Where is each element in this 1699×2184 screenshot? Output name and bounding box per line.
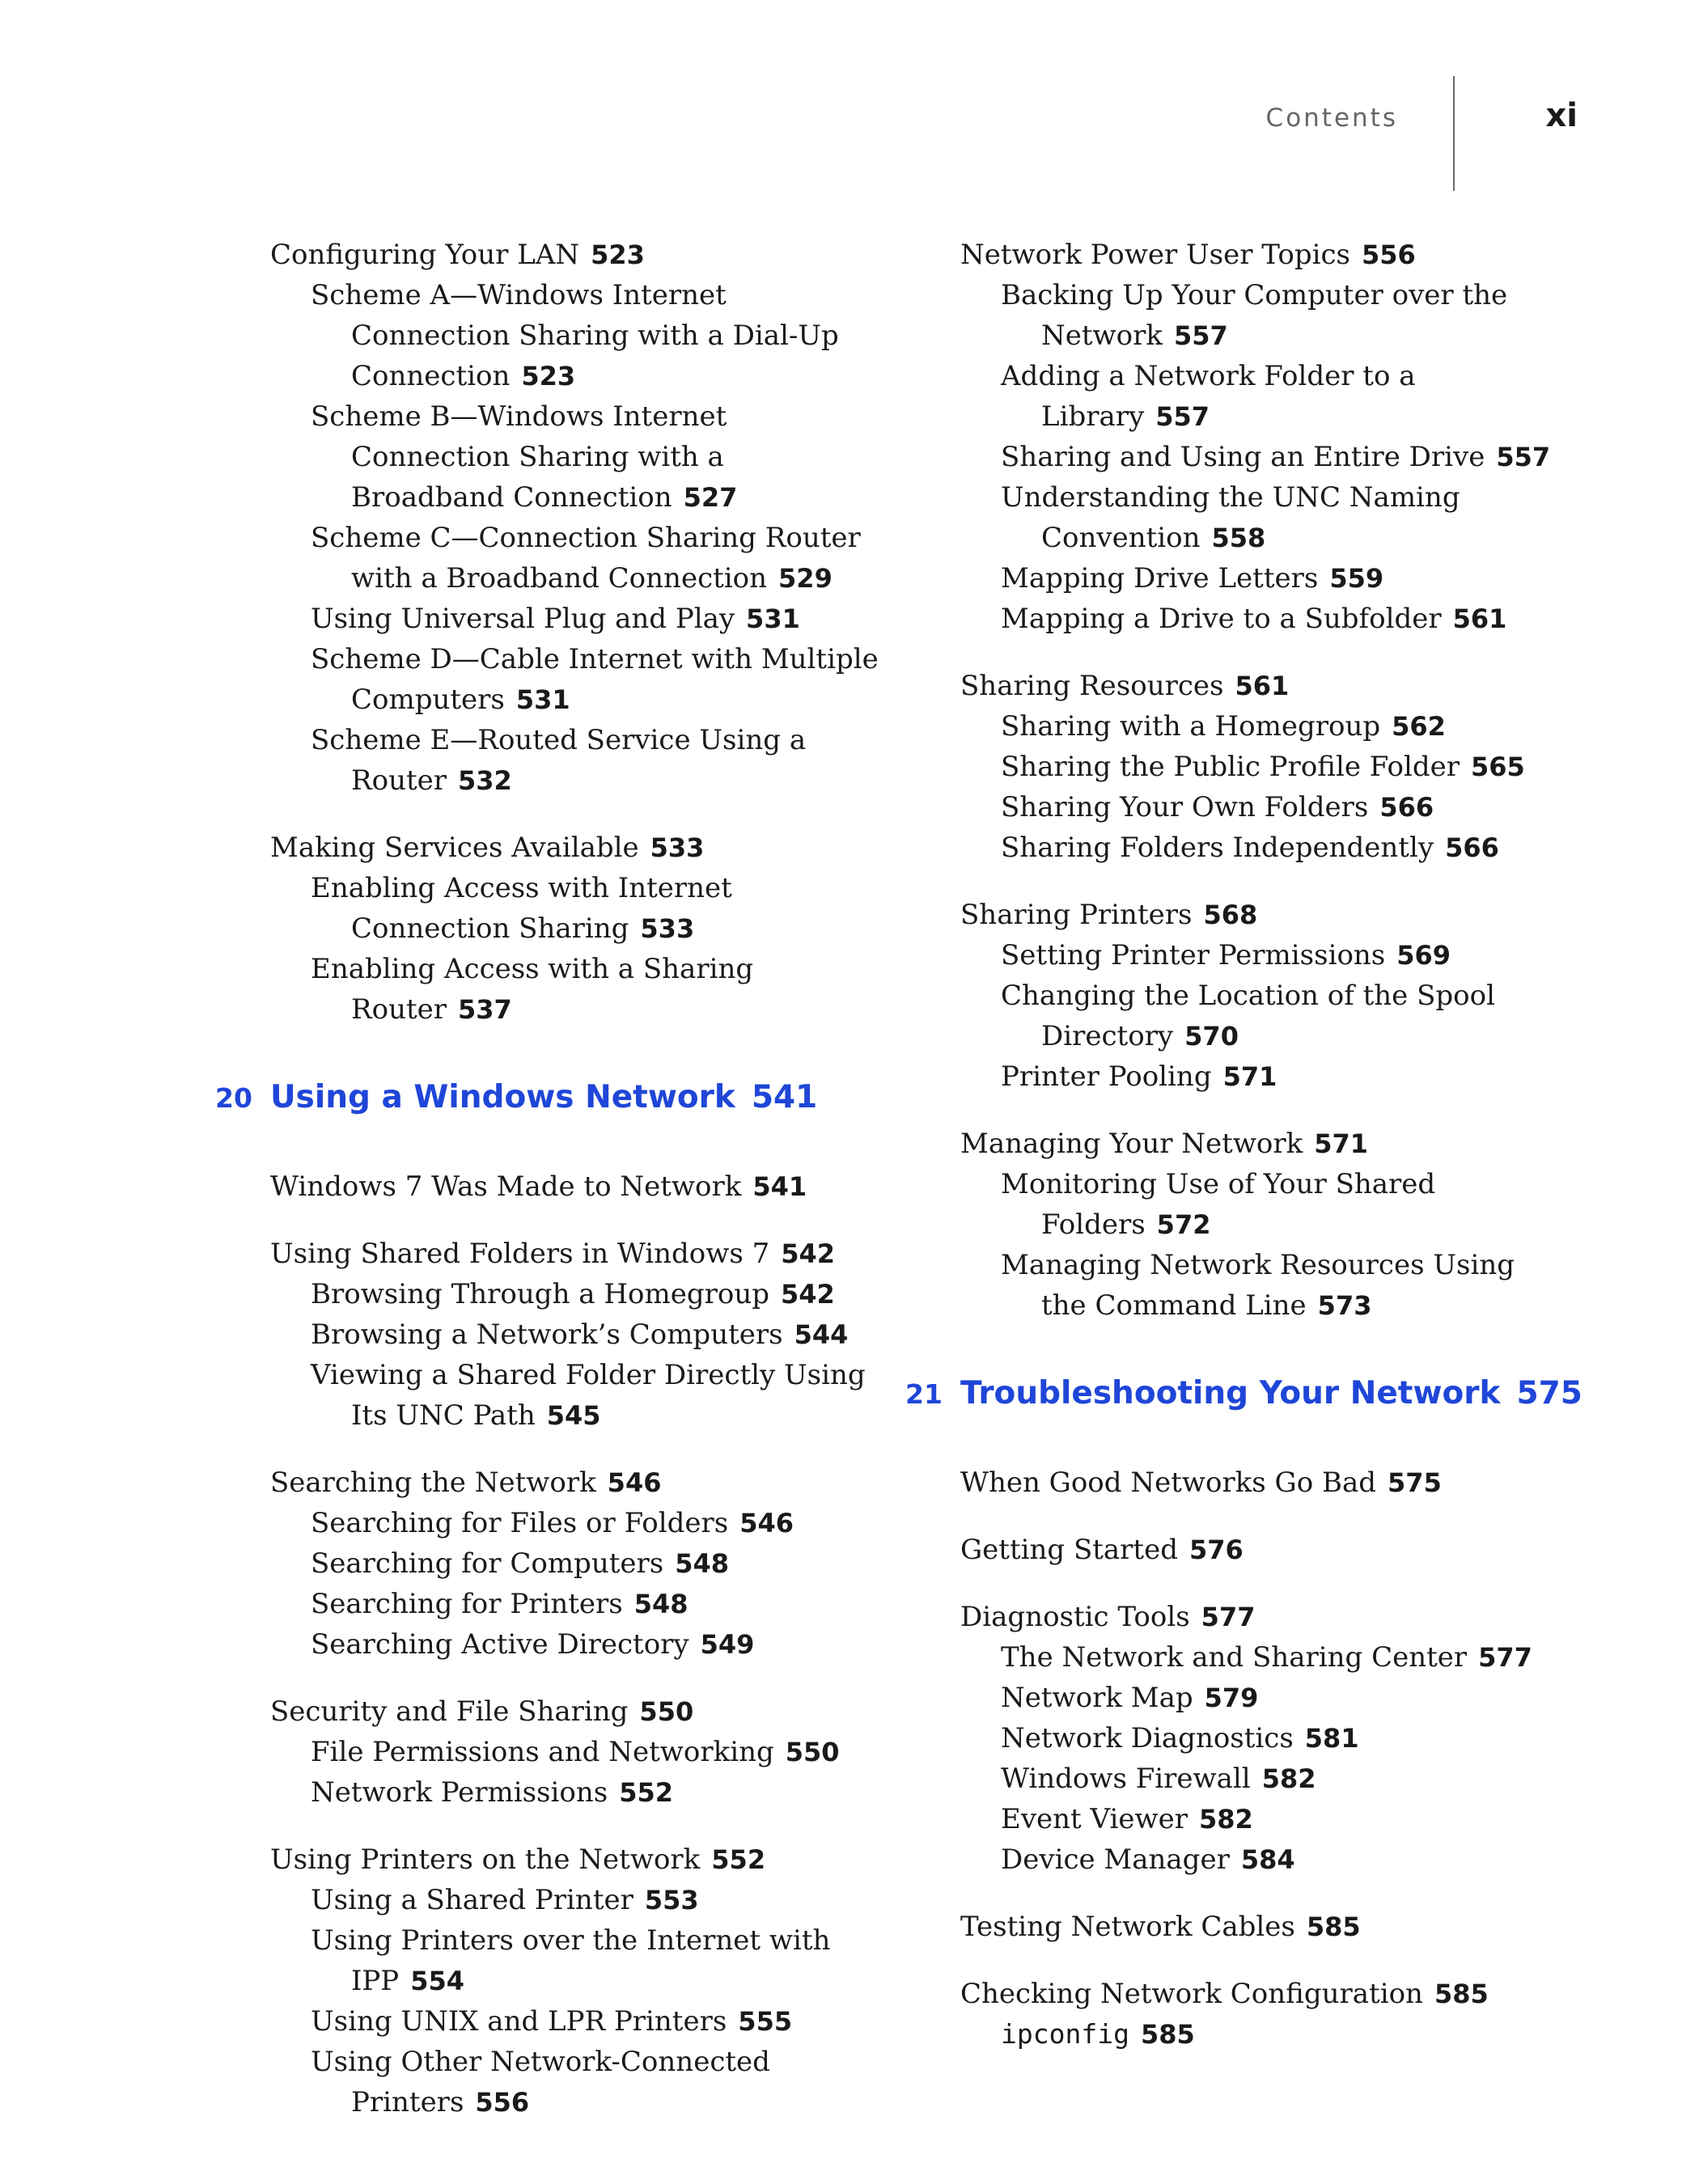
entry-page-number: 581 bbox=[1304, 1723, 1359, 1754]
entry-page-number: 585 bbox=[1434, 1979, 1489, 2009]
toc-section-entry bbox=[270, 1462, 885, 1503]
entry-title: Device Manager bbox=[1001, 1843, 1230, 1876]
toc-section-entry bbox=[960, 666, 1559, 706]
toc-section-entry bbox=[960, 1124, 1559, 1164]
page-number: xi bbox=[1545, 97, 1578, 134]
entry-title: Searching Active Directory bbox=[311, 1628, 689, 1661]
entry-title: Viewing a Shared Folder Directly Using Its UNC Path bbox=[311, 1359, 866, 1432]
entry-page-number: 585 bbox=[1140, 2019, 1195, 2050]
entry-title: The Network and Sharing Center bbox=[1001, 1641, 1468, 1674]
toc-subsection-entry bbox=[1001, 1759, 1559, 1799]
entry-title: Using Other Network-Connected Printers bbox=[311, 2046, 770, 2118]
entry-title: Browsing Through a Homegroup bbox=[311, 1278, 769, 1310]
entry-page-number: 577 bbox=[1478, 1642, 1532, 1673]
toc-subsection-entry bbox=[311, 2042, 885, 2123]
toc-subsection-entry bbox=[1001, 747, 1559, 787]
toc-subsection-entry bbox=[311, 1772, 885, 1813]
entry-page-number: 557 bbox=[1155, 401, 1210, 432]
entry-title: Scheme E—Routed Service Using a Router bbox=[311, 724, 807, 797]
entry-page-number: 576 bbox=[1188, 1534, 1244, 1565]
entry-page-number: 566 bbox=[1379, 792, 1434, 823]
entry-page-number: 582 bbox=[1261, 1763, 1316, 1794]
entry-page-number: 542 bbox=[781, 1238, 836, 1269]
entry-page-number: 572 bbox=[1156, 1209, 1211, 1240]
toc-subsection-entry bbox=[1001, 558, 1559, 599]
chapter-title: Using a Windows Network bbox=[270, 1079, 735, 1115]
toc-subsection-entry bbox=[1001, 706, 1559, 747]
entry-page-number: 545 bbox=[546, 1400, 601, 1431]
entry-page-number: 533 bbox=[650, 832, 705, 863]
toc-subsection-entry bbox=[1001, 437, 1559, 477]
entry-page-number: 566 bbox=[1445, 832, 1499, 863]
entry-title: Browsing a Network’s Computers bbox=[311, 1318, 783, 1351]
entry-title: Searching for Printers bbox=[311, 1588, 623, 1620]
toc-subsection-entry bbox=[311, 639, 885, 720]
toc-subsection-entry bbox=[311, 1624, 885, 1665]
entry-title: Network Power User Topics bbox=[960, 239, 1350, 271]
entry-page-number: 565 bbox=[1470, 751, 1525, 782]
entry-title: Diagnostic Tools bbox=[960, 1601, 1190, 1633]
entry-title: Adding a Network Folder to a Library bbox=[1001, 360, 1416, 433]
entry-page-number: 550 bbox=[785, 1737, 840, 1767]
toc-section-entry bbox=[270, 1166, 885, 1207]
entry-title: Enabling Access with a Sharing Router bbox=[311, 953, 754, 1026]
entry-page-number: 552 bbox=[619, 1777, 673, 1808]
toc-section-entry bbox=[270, 827, 885, 868]
entry-title: Backing Up Your Computer over the Network bbox=[1001, 279, 1508, 352]
toc-subsection-entry bbox=[1001, 356, 1559, 437]
toc-subsection-entry bbox=[311, 1314, 885, 1355]
chapter-page-number: 541 bbox=[751, 1079, 818, 1115]
entry-page-number: 568 bbox=[1203, 899, 1258, 930]
entry-page-number: 555 bbox=[738, 2006, 793, 2037]
entry-page-number: 558 bbox=[1211, 523, 1266, 553]
toc-subsection-entry bbox=[311, 868, 885, 949]
entry-page-number: 529 bbox=[778, 563, 833, 594]
toc-subsection-entry bbox=[1001, 1678, 1559, 1718]
toc-subsection-entry bbox=[1001, 827, 1559, 868]
toc-section-entry bbox=[960, 895, 1559, 935]
chapter-heading bbox=[215, 1075, 885, 1121]
toc-section-entry bbox=[960, 1974, 1559, 2014]
toc-subsection-entry bbox=[311, 1584, 885, 1624]
entry-title: Scheme A—Windows Internet Connection Sharing with a Dial-Up Connection bbox=[311, 279, 839, 392]
entry-title: Understanding the UNC Naming Convention bbox=[1001, 481, 1460, 554]
entry-title: Sharing Resources bbox=[960, 670, 1224, 702]
entry-title: Network Diagnostics bbox=[1001, 1722, 1294, 1754]
entry-page-number: 557 bbox=[1173, 320, 1228, 351]
toc-subsection-entry bbox=[311, 720, 885, 801]
toc-subsection-entry bbox=[1001, 1056, 1559, 1097]
entry-title: Sharing Folders Independently bbox=[1001, 832, 1434, 864]
entry-title: When Good Networks Go Bad bbox=[960, 1467, 1377, 1499]
entry-page-number: 542 bbox=[780, 1279, 835, 1310]
toc-subsection-entry bbox=[1001, 275, 1559, 356]
entry-page-number: 552 bbox=[711, 1844, 766, 1875]
toc-subsection-entry bbox=[311, 1274, 885, 1314]
running-head: Contents bbox=[1265, 104, 1398, 133]
entry-page-number: 523 bbox=[591, 239, 645, 270]
toc-subsection-entry bbox=[1001, 787, 1559, 827]
toc-subsection-entry bbox=[311, 1880, 885, 1920]
entry-page-number: 537 bbox=[458, 994, 512, 1025]
entry-page-number: 582 bbox=[1198, 1804, 1253, 1835]
toc-section-entry bbox=[270, 1234, 885, 1274]
toc-subsection-entry bbox=[1001, 477, 1559, 558]
entry-page-number: 546 bbox=[607, 1467, 662, 1498]
entry-page-number: 531 bbox=[746, 603, 800, 634]
entry-title: ipconfig bbox=[1001, 2018, 1129, 2050]
entry-page-number: 550 bbox=[639, 1696, 694, 1727]
entry-title: Sharing with a Homegroup bbox=[1001, 710, 1381, 743]
entry-title: Searching for Files or Folders bbox=[311, 1507, 729, 1539]
entry-title: Checking Network Configuration bbox=[960, 1978, 1423, 2010]
entry-page-number: 577 bbox=[1201, 1602, 1256, 1632]
entry-page-number: 533 bbox=[640, 913, 695, 944]
entry-page-number: 579 bbox=[1204, 1682, 1259, 1713]
entry-title: Network Permissions bbox=[311, 1776, 608, 1809]
entry-page-number: 571 bbox=[1314, 1128, 1369, 1159]
toc-subsection-entry bbox=[1001, 1637, 1559, 1678]
toc-column-right bbox=[905, 235, 1582, 2055]
entry-page-number: 585 bbox=[1306, 1911, 1361, 1942]
entry-page-number: 548 bbox=[675, 1548, 730, 1579]
entry-page-number: 544 bbox=[794, 1319, 849, 1350]
toc-subsection-entry bbox=[311, 1732, 885, 1772]
entry-page-number: 575 bbox=[1388, 1467, 1442, 1498]
entry-page-number: 532 bbox=[458, 765, 512, 796]
entry-page-number: 561 bbox=[1235, 671, 1290, 701]
entry-page-number: 556 bbox=[475, 2087, 530, 2118]
toc-section-entry bbox=[960, 1907, 1559, 1947]
chapter-number: 20 bbox=[215, 1082, 252, 1114]
entry-page-number: 531 bbox=[515, 684, 570, 715]
entry-page-number: 562 bbox=[1392, 711, 1446, 742]
entry-title: Using Universal Plug and Play bbox=[311, 603, 735, 635]
entry-title: Scheme D—Cable Internet with Multiple Computers bbox=[311, 643, 879, 716]
toc-subsection-entry bbox=[1001, 2014, 1559, 2055]
entry-page-number: 556 bbox=[1361, 239, 1416, 270]
toc-subsection-entry bbox=[311, 396, 885, 518]
entry-title: Changing the Location of the Spool Directory bbox=[1001, 980, 1495, 1052]
entry-page-number: 570 bbox=[1184, 1021, 1239, 1052]
entry-title: Searching for Computers bbox=[311, 1547, 664, 1580]
chapter-title: Troubleshooting Your Network bbox=[960, 1375, 1501, 1412]
toc-subsection-entry bbox=[1001, 1718, 1559, 1759]
entry-title: Enabling Access with Internet Connection Sharing bbox=[311, 872, 732, 945]
toc-subsection-entry bbox=[1001, 1839, 1559, 1880]
toc-subsection-entry bbox=[1001, 976, 1559, 1056]
entry-title: Making Services Available bbox=[270, 832, 639, 864]
toc-subsection-entry bbox=[1001, 935, 1559, 976]
entry-title: Getting Started bbox=[960, 1534, 1178, 1566]
entry-title: Managing Your Network bbox=[960, 1128, 1303, 1160]
entry-title: Managing Network Resources Using the Command Line bbox=[1001, 1249, 1515, 1322]
toc-subsection-entry bbox=[311, 1355, 885, 1436]
toc-subsection-entry bbox=[311, 518, 885, 599]
entry-page-number: 541 bbox=[752, 1171, 807, 1202]
entry-title: Mapping Drive Letters bbox=[1001, 562, 1319, 595]
entry-title: Using Printers on the Network bbox=[270, 1843, 701, 1876]
entry-page-number: 546 bbox=[739, 1508, 794, 1539]
toc-section-entry bbox=[960, 1462, 1559, 1503]
entry-page-number: 549 bbox=[700, 1629, 755, 1660]
entry-title: Printer Pooling bbox=[1001, 1060, 1212, 1093]
toc-subsection-entry bbox=[311, 1543, 885, 1584]
chapter-number: 21 bbox=[905, 1378, 943, 1410]
entry-title: Using a Shared Printer bbox=[311, 1884, 633, 1916]
entry-title: Setting Printer Permissions bbox=[1001, 939, 1386, 971]
entry-page-number: 584 bbox=[1240, 1844, 1295, 1875]
entry-page-number: 573 bbox=[1317, 1290, 1372, 1321]
entry-title: Event Viewer bbox=[1001, 1803, 1188, 1835]
toc-subsection-entry bbox=[1001, 1164, 1559, 1245]
chapter-heading bbox=[905, 1371, 1582, 1417]
toc-subsection-entry bbox=[311, 275, 885, 396]
entry-title: Network Map bbox=[1001, 1682, 1193, 1714]
entry-page-number: 527 bbox=[683, 482, 738, 513]
entry-title: Using Shared Folders in Windows 7 bbox=[270, 1238, 770, 1270]
toc-subsection-entry bbox=[1001, 599, 1559, 639]
entry-title: Configuring Your LAN bbox=[270, 239, 580, 271]
toc-section-entry bbox=[960, 235, 1559, 275]
toc-section-entry bbox=[270, 1839, 885, 1880]
entry-page-number: 571 bbox=[1222, 1061, 1277, 1092]
entry-page-number: 561 bbox=[1452, 603, 1507, 634]
entry-page-number: 559 bbox=[1329, 563, 1384, 594]
toc-subsection-entry bbox=[311, 1920, 885, 2001]
entry-title: Using UNIX and LPR Printers bbox=[311, 2005, 727, 2038]
entry-page-number: 554 bbox=[410, 1966, 464, 1996]
entry-page-number: 557 bbox=[1496, 442, 1551, 472]
entry-title: Scheme C—Connection Sharing Router with a Broadband Connection bbox=[311, 522, 861, 595]
entry-title: Windows 7 Was Made to Network bbox=[270, 1170, 742, 1203]
toc-subsection-entry bbox=[311, 2001, 885, 2042]
entry-title: Mapping a Drive to a Subfolder bbox=[1001, 603, 1442, 635]
toc-section-entry bbox=[270, 1691, 885, 1732]
header-rule bbox=[1453, 76, 1455, 191]
toc-subsection-entry bbox=[311, 599, 885, 639]
entry-title: Security and File Sharing bbox=[270, 1695, 629, 1728]
toc-section-entry bbox=[270, 235, 885, 275]
toc-subsection-entry bbox=[1001, 1245, 1559, 1326]
entry-title: Windows Firewall bbox=[1001, 1763, 1251, 1795]
entry-title: Sharing and Using an Entire Drive bbox=[1001, 441, 1485, 473]
toc-section-entry bbox=[960, 1530, 1559, 1570]
entry-title: File Permissions and Networking bbox=[311, 1736, 774, 1768]
entry-page-number: 553 bbox=[644, 1885, 699, 1915]
entry-title: Testing Network Cables bbox=[960, 1911, 1295, 1943]
entry-page-number: 523 bbox=[521, 361, 576, 392]
toc-subsection-entry bbox=[1001, 1799, 1559, 1839]
entry-title: Sharing the Public Profile Folder bbox=[1001, 751, 1460, 783]
entry-title: Searching the Network bbox=[270, 1467, 596, 1499]
entry-title: Monitoring Use of Your Shared Folders bbox=[1001, 1168, 1436, 1241]
entry-page-number: 569 bbox=[1396, 940, 1451, 971]
toc-section-entry bbox=[960, 1597, 1559, 1637]
entry-page-number: 548 bbox=[633, 1589, 688, 1619]
toc-subsection-entry bbox=[311, 949, 885, 1030]
toc-subsection-entry bbox=[311, 1503, 885, 1543]
entry-title: Scheme B—Windows Internet Connection Sharing with a Broadband Connection bbox=[311, 400, 727, 514]
entry-title: Sharing Your Own Folders bbox=[1001, 791, 1369, 823]
chapter-page-number: 575 bbox=[1516, 1375, 1582, 1412]
toc-column-left bbox=[215, 235, 885, 2123]
entry-title: Sharing Printers bbox=[960, 899, 1193, 931]
entry-title: Using Printers over the Internet with IPP bbox=[311, 1924, 831, 1997]
